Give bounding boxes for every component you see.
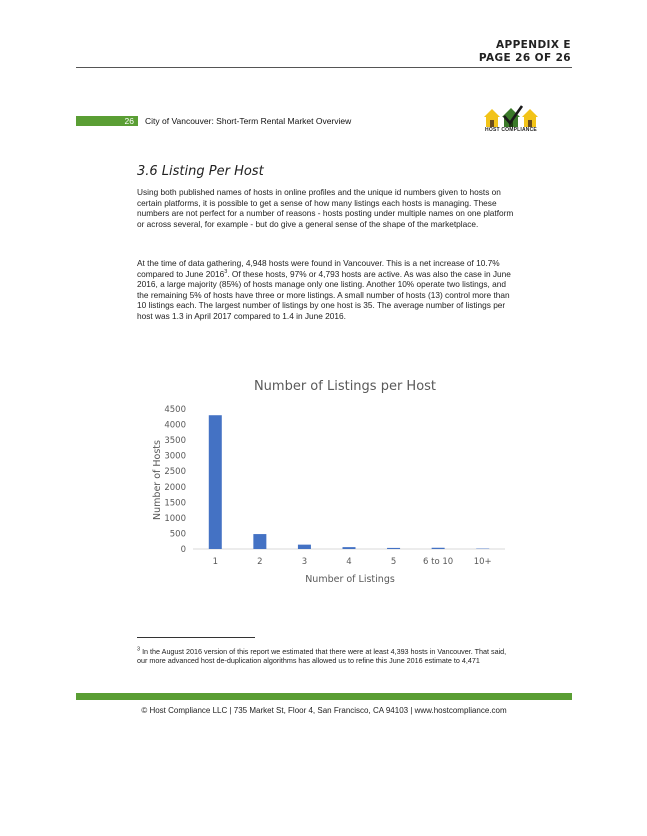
footer-bar: [76, 693, 572, 700]
footnote-ref: 3: [224, 268, 228, 275]
house-icon-right: [522, 109, 538, 127]
paragraph-2: [137, 258, 519, 322]
chart-title: Number of Listings per Host: [253, 379, 437, 394]
y-tick-label-9: 4500: [164, 405, 186, 415]
listings-chart: [140, 370, 520, 600]
bar-1: [253, 534, 266, 549]
x-axis-label: Number of Listings: [305, 574, 395, 585]
house-icon-left: [484, 109, 500, 127]
chart-svg: [140, 370, 520, 600]
bar-3: [343, 547, 356, 549]
logo-text: HOST COMPLIANCE: [485, 127, 537, 133]
bar-5: [432, 548, 445, 549]
appendix-title: APPENDIX E: [495, 39, 571, 51]
paragraph-2-text-b: . Of these hosts, 97% or 4,793 hosts are active. As was also the case in June 2016, a large majority (85%) of hosts manage only one listing. Another 10% operate two listings, and the remaining 5% of hosts have three or more listings. A small number of hosts (13) control more than 10 listings each. The largest number of listings by one host is 35. The average number of listings per host was 1.3 in April 2017 compared to 1.4 in June 2016.: [137, 268, 511, 321]
footnote-number: 3: [137, 646, 141, 653]
footnote-rule: [137, 637, 255, 638]
x-tick-label-3: 4: [346, 557, 352, 567]
x-tick-label-5: 6 to 10: [423, 557, 454, 567]
y-tick-label-7: 3500: [164, 436, 186, 447]
y-tick-label-0: 0: [180, 545, 186, 555]
header-title: City of Vancouver: Short-Term Rental Market Overview: [145, 116, 352, 126]
y-tick-label-2: 1000: [164, 513, 186, 524]
y-tick-label-1: 500: [169, 529, 186, 540]
section-title: 3.6 Listing Per Host: [137, 164, 264, 179]
bar-0: [209, 415, 222, 549]
footer-text: © Host Compliance LLC | 735 Market St, Floor 4, San Francisco, CA 94103 | www.hostcompliance.com: [141, 706, 507, 715]
bar-4: [387, 548, 400, 549]
page-indicator: PAGE 26 OF 26: [478, 52, 571, 64]
x-tick-label-6: 10+: [473, 557, 492, 567]
y-axis-label: Number of Hosts: [152, 440, 163, 520]
paragraph-1: Using both published names of hosts in online profiles and the unique id numbers given to hosts on certain platforms, it is possible to get a sense of how many listings each hosts is managing. These numbers are not perfect for a number of reasons - hosts posting under multiple names on one platform or across several, for example - but do give a general sense of the shape of the marketplace.: [137, 187, 514, 229]
header-page-number: 26: [76, 116, 138, 126]
top-rule: [76, 67, 572, 68]
x-tick-label-1: 2: [257, 557, 263, 567]
footnote-text: In the August 2016 version of this report we estimated that there were at least 4,393 hosts in Vancouver. That said, our more advanced host de-duplication algorithms has allowed us to refine this June 2016 estimate to 4,471: [137, 647, 507, 665]
y-tick-label-8: 4000: [164, 420, 186, 431]
paragraph-2-text-a: At the time of data gathering, 4,948 hosts were found in Vancouver. This is a net increase of 10.7% compared to June 2016: [137, 258, 500, 279]
bar-2: [298, 545, 311, 549]
appendix-label: [479, 39, 571, 65]
footnote: [137, 647, 517, 665]
x-tick-label-4: 5: [390, 557, 397, 567]
x-tick-label-0: 1: [212, 557, 218, 567]
x-tick-label-2: 3: [301, 557, 308, 567]
y-tick-label-5: 2500: [164, 467, 186, 478]
y-tick-label-4: 2000: [164, 482, 186, 493]
y-tick-label-3: 1500: [164, 498, 186, 509]
y-tick-label-6: 3000: [164, 451, 186, 462]
